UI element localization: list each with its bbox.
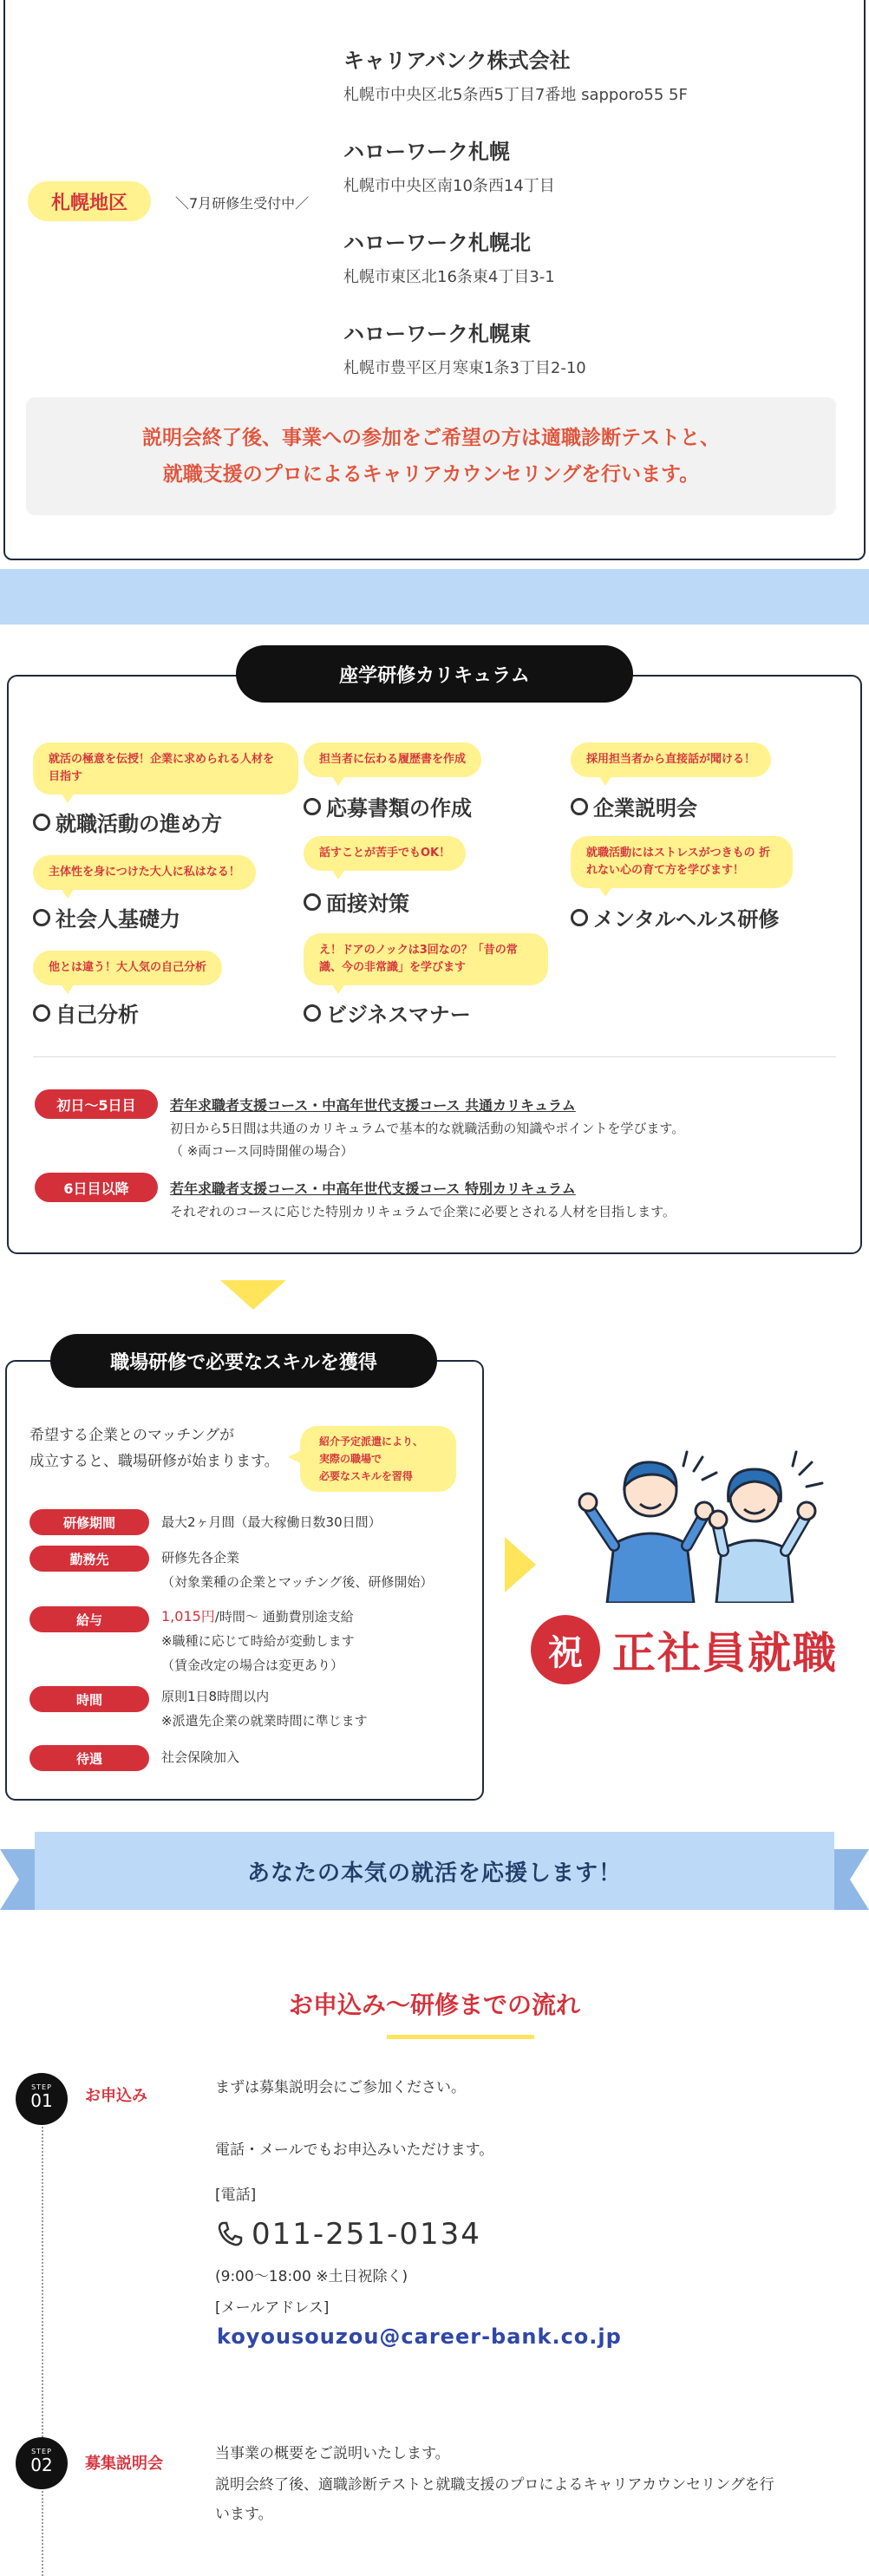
step-text: 当事業の概要をご説明いたします。: [215, 2445, 450, 2462]
step-text: 電話・メールでもお申込みいただけます。: [215, 2141, 494, 2159]
value-line: 原則1日8時間以内: [161, 1689, 270, 1704]
phase-badge: 6日目以降: [35, 1173, 158, 1202]
tip-line: 実際の職場で: [319, 1453, 382, 1465]
value-line: （対象業種の企業とマッチング後、研修開始）: [161, 1574, 434, 1590]
step-text: います。: [215, 2506, 273, 2523]
lead-line: 希望する企業とのマッチングが: [29, 1427, 235, 1444]
phase-title: 若年求職者支援コース・中高年世代支援コース 特別カリキュラム: [170, 1180, 576, 1197]
section-divider-band: [0, 569, 869, 624]
course-tip: 話すことが苦手でもOK！: [304, 836, 466, 871]
course-item: [33, 902, 180, 932]
step-text: 説明会終了後、適職診断テストと就職支援のプロによるキャリアカウンセリングを行: [215, 2476, 774, 2494]
course-tip: え！ドアのノックは3回なの？「昔の常識、今の非常識」を学びます: [304, 933, 548, 985]
mail-label: [メールアドレス]: [215, 2299, 330, 2317]
condition-label-period: 研修期間: [29, 1509, 149, 1535]
step-number: 01: [30, 2090, 53, 2111]
course-name: 面接対策: [326, 892, 409, 916]
step-word: STEP: [31, 2448, 52, 2455]
course-name: メンタルヘルス研修: [593, 907, 780, 932]
phone-number-row[interactable]: [215, 2217, 481, 2252]
venue-name: ハローワーク札幌東: [343, 322, 531, 346]
right-arrow-icon: [505, 1537, 536, 1592]
condition-value-period: 最大2ヶ月間（最大稼働日数30日間）: [161, 1514, 382, 1530]
celebration-mark: 祝: [531, 1615, 600, 1684]
tip-line: 必要なスキルを習得: [319, 1470, 413, 1482]
divider: [33, 1056, 836, 1057]
circle-icon: [571, 798, 588, 815]
course-name: 社会人基礎力: [56, 907, 180, 932]
course-item: [33, 997, 139, 1028]
circle-icon: [33, 1004, 50, 1022]
step-text: まずは募集説明会にご参加ください。: [215, 2079, 466, 2096]
venue-item: [343, 134, 555, 196]
condition-value-benefit: 社会保険加入: [161, 1749, 240, 1765]
circle-icon: [304, 798, 321, 815]
circle-icon: [33, 909, 50, 926]
workplace-title: 職場研修で必要なスキルを獲得: [50, 1334, 437, 1388]
support-ribbon: あなたの本気の就活を応援します！: [35, 1832, 834, 1910]
course-name: 応募書類の作成: [326, 796, 472, 821]
venue-name: ハローワーク札幌: [343, 140, 510, 164]
course-item: [304, 997, 471, 1028]
condition-value-salary: [161, 1605, 355, 1677]
phase-desc: [170, 1200, 676, 1223]
region-badge: 札幌地区: [28, 181, 151, 221]
condition-value-time: [161, 1684, 368, 1733]
lead-line: 成立すると、職場研修が始まります。: [29, 1453, 279, 1470]
venue-address: 札幌市中央区南10条西14丁目: [343, 177, 555, 195]
condition-value-place: [161, 1546, 433, 1594]
course-name: 企業説明会: [593, 796, 697, 821]
course-tip: 就活の極意を伝授！企業に求められる人材を目指す: [33, 742, 298, 794]
dispatch-tip: [300, 1426, 456, 1492]
counseling-notice: [26, 397, 836, 515]
notice-line: 説明会終了後、事業への参加をご希望の方は適職診断テストと、: [141, 427, 721, 449]
value-line: ※職種に応じて時給が変動します: [161, 1633, 355, 1649]
venue-address: 札幌市豊平区月寒東1条3丁目2-10: [343, 359, 586, 377]
circle-icon: [304, 893, 321, 911]
course-item: [304, 886, 409, 917]
step-badge: [16, 2073, 68, 2125]
venue-item: [343, 226, 555, 287]
value-line: （賃金改定の場合は変更あり）: [161, 1657, 344, 1673]
venue-name: ハローワーク札幌北: [343, 231, 531, 255]
venue-address: 札幌市東区北16条東4丁目3-1: [343, 268, 555, 286]
condition-label-time: 時間: [29, 1686, 149, 1712]
step-label: 募集説明会: [85, 2455, 163, 2473]
condition-label-salary: 給与: [29, 1606, 149, 1632]
phase-title: 若年求職者支援コース・中高年世代支援コース 共通カリキュラム: [170, 1097, 576, 1114]
curriculum-title: 座学研修カリキュラム: [236, 645, 633, 703]
circle-icon: [33, 814, 50, 831]
venue-name: キャリアバンク株式会社: [343, 49, 571, 73]
business-hours: (9:00～18:00 ※土日祝除く): [215, 2268, 408, 2285]
step-badge: [16, 2437, 68, 2489]
course-tip: 就職活動にはストレスがつきもの 折れない心の育て方を学びます！: [571, 836, 793, 888]
step-label: お申込み: [85, 2087, 147, 2105]
value-line: ※派遣先企業の就業時間に準じます: [161, 1713, 368, 1729]
step-number: 02: [30, 2455, 53, 2475]
phone-label: [電話]: [215, 2187, 257, 2204]
course-tip: 他とは違う！大人気の自己分析: [33, 951, 222, 985]
down-arrow-icon: [220, 1280, 286, 1310]
phase-badge: 初日～5日目: [35, 1089, 158, 1119]
title-underline: [387, 2035, 534, 2039]
celebrating-people-illustration: [572, 1448, 833, 1603]
phase-desc-line: （ ※両コース同時開催の場合）: [170, 1143, 354, 1159]
course-name: 自己分析: [56, 1003, 139, 1027]
venue-address: 札幌市中央区北5条西5丁目7番地 sapporo55 5F: [343, 86, 688, 104]
course-name: ビジネスマナー: [326, 1003, 471, 1027]
course-item: [33, 807, 222, 837]
course-item: [304, 791, 472, 821]
full-time-employment-text: 正社員就職: [612, 1628, 838, 1678]
phase-desc: [170, 1117, 684, 1162]
course-item: [571, 902, 779, 932]
phone-icon: [215, 2220, 245, 2249]
recruit-note: ＼7月研修生受付中／: [175, 195, 310, 212]
hourly-wage: 1,015円: [161, 1608, 215, 1625]
course-item: [571, 791, 697, 821]
venue-item: [343, 43, 688, 105]
value-line: [161, 1605, 355, 1629]
circle-icon: [304, 1004, 321, 1022]
phone-number[interactable]: 011-251-0134: [252, 2217, 481, 2252]
step-word: STEP: [31, 2083, 52, 2091]
course-tip: 採用担当者から直接話が聞ける！: [571, 742, 771, 777]
phase-desc-line: それぞれのコースに応じた特別カリキュラムで企業に必要とされる人材を目指します。: [170, 1204, 676, 1219]
flow-title: お申込み～研修までの流れ: [288, 1991, 580, 2019]
timeline-line: [42, 2116, 43, 2576]
phase-desc-line: 初日から5日間は共通のカリキュラムで基本的な就職活動の知識やポイントを学びます。: [170, 1121, 685, 1136]
condition-label-place: 勤務先: [29, 1546, 149, 1572]
wage-rest: /時間～ 通勤費別途支給: [214, 1609, 354, 1625]
notice-line: 就職支援のプロによるキャリアカウンセリングを行います。: [162, 463, 700, 486]
course-name: 就職活動の進め方: [56, 812, 222, 836]
workplace-lead: [29, 1422, 279, 1474]
tip-line: 紹介予定派遣により、: [319, 1435, 424, 1448]
course-tip: 担当者に伝わる履歴書を作成: [304, 742, 481, 777]
venue-item: [343, 317, 586, 378]
email-link[interactable]: koyousouzou@career-bank.co.jp: [217, 2324, 622, 2349]
circle-icon: [571, 909, 588, 926]
condition-label-benefit: 待遇: [29, 1745, 149, 1771]
course-tip: 主体性を身につけた大人に私はなる！: [33, 855, 256, 890]
value-line: 研修先各企業: [161, 1550, 240, 1566]
